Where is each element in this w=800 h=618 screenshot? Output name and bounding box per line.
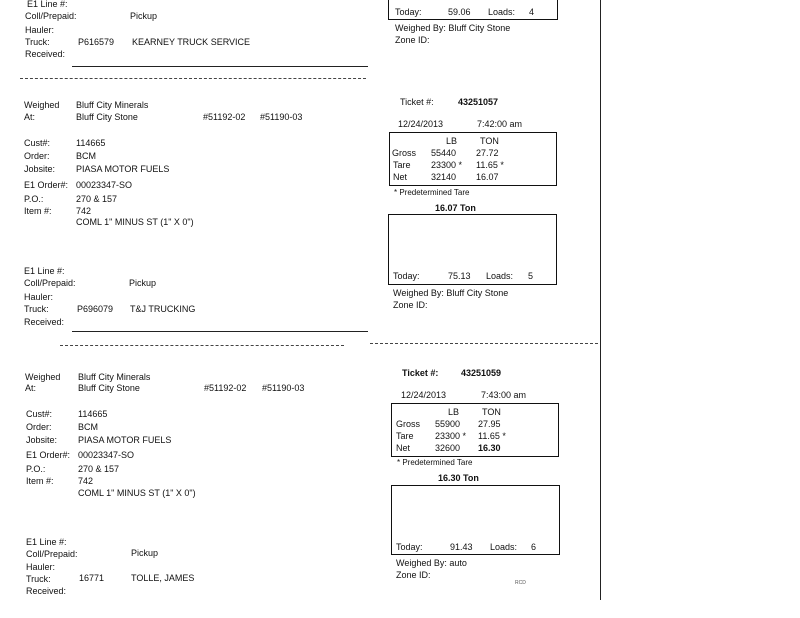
today-label: Today:	[395, 7, 422, 17]
net-ton: 16.30	[478, 443, 501, 453]
col-ton-header: TON	[482, 407, 501, 417]
ticket-label: Ticket #:	[400, 97, 434, 107]
today-value: 75.13	[448, 271, 471, 281]
net-ton: 16.07	[476, 172, 499, 182]
net-tons-total: 16.07 Ton	[435, 203, 476, 213]
truck-company: KEARNEY TRUCK SERVICE	[132, 37, 251, 47]
cust-value: 114665	[78, 409, 108, 419]
zone-id: Zone ID:	[395, 35, 430, 45]
truck-label: Truck:	[26, 574, 51, 584]
loads-value: 5	[528, 271, 534, 281]
weighed-label: Weighed	[24, 100, 60, 110]
received-label: Received:	[26, 586, 67, 596]
order-label: Order:	[24, 151, 50, 161]
truck-number: 16771	[79, 573, 105, 583]
tare-ton: 11.65 *	[476, 160, 504, 170]
cust-label: Cust#:	[24, 138, 51, 148]
po-value: 270 & 157	[78, 464, 120, 474]
loads-value: 6	[531, 542, 537, 552]
gross-lb: 55440	[431, 148, 457, 158]
loads-label: Loads:	[490, 542, 518, 552]
ticket-separator	[60, 345, 344, 346]
item-description: COML 1" MINUS ST (1" X 0")	[78, 488, 196, 498]
e1-order-label: E1 Order#:	[24, 180, 69, 190]
truck-label: Truck:	[24, 304, 49, 314]
weighed-by: Weighed By: Bluff City Stone	[393, 288, 509, 298]
truck-company: TOLLE, JAMES	[131, 573, 195, 583]
order-value: BCM	[76, 151, 96, 161]
weighed-value: Bluff City Minerals	[76, 100, 149, 110]
e1-order-value: 00023347-SO	[76, 180, 133, 190]
coll-value: Pickup	[131, 548, 159, 558]
reference-1: #51192-02	[203, 112, 246, 122]
ticket-label: Ticket #:	[402, 368, 439, 378]
e1-line-label: E1 Line #:	[26, 537, 67, 547]
ticket-separator	[370, 343, 598, 344]
hauler-label: Hauler:	[26, 562, 56, 572]
hauler-label: Hauler:	[25, 25, 55, 35]
jobsite-value: PIASA MOTOR FUELS	[78, 435, 172, 445]
e1-order-label: E1 Order#:	[26, 450, 71, 460]
coll-label: Coll/Prepaid:	[25, 11, 77, 21]
net-lb: 32600	[435, 443, 461, 453]
tare-lb: 23300 *	[431, 160, 463, 170]
today-value: 91.43	[450, 542, 473, 552]
reference-2: #51190-03	[262, 383, 305, 393]
net-label: Net	[393, 172, 408, 182]
e1-line-label: E1 Line #:	[24, 266, 65, 276]
item-label: Item #:	[24, 206, 52, 216]
coll-value: Pickup	[130, 11, 158, 21]
received-underline	[72, 331, 368, 332]
ticket-time: 7:43:00 am	[481, 390, 527, 400]
coll-label: Coll/Prepaid:	[26, 549, 78, 559]
ticket-number: 43251059	[461, 368, 502, 378]
jobsite-label: Jobsite:	[26, 435, 58, 445]
ticket-separator	[20, 78, 366, 79]
item-value: 742	[78, 476, 94, 486]
col-lb-header: LB	[446, 136, 458, 146]
today-label: Today:	[393, 271, 420, 281]
ticket-date: 12/24/2013	[401, 390, 447, 400]
po-label: P.O.:	[24, 194, 44, 204]
po-label: P.O.:	[26, 464, 46, 474]
at-value: Bluff City Stone	[78, 383, 140, 393]
ticket-time: 7:42:00 am	[477, 119, 523, 129]
po-value: 270 & 157	[76, 194, 118, 204]
predetermined-note: * Predetermined Tare	[394, 188, 470, 197]
reference-1: #51192-02	[204, 383, 247, 393]
weighed-by: Weighed By: auto	[396, 558, 467, 568]
truck-number: P696079	[77, 304, 114, 314]
truck-label: Truck:	[25, 37, 50, 47]
hauler-label: Hauler:	[24, 292, 54, 302]
today-value: 59.06	[448, 7, 471, 17]
predetermined-note: * Predetermined Tare	[397, 458, 473, 467]
loads-label: Loads:	[486, 271, 514, 281]
net-lb: 32140	[431, 172, 457, 182]
zone-id: Zone ID:	[393, 300, 428, 310]
zone-id: Zone ID:	[396, 570, 431, 580]
received-label: Received:	[25, 49, 66, 59]
truck-number: P616579	[78, 37, 115, 47]
reference-2: #51190-03	[260, 112, 303, 122]
e1-order-value: 00023347-SO	[78, 450, 135, 460]
e1-line-label: E1 Line #:	[27, 0, 68, 9]
col-ton-header: TON	[480, 136, 499, 146]
item-label: Item #:	[26, 476, 54, 486]
net-tons-total: 16.30 Ton	[438, 473, 479, 483]
gross-label: Gross	[396, 419, 421, 429]
weight-table	[391, 403, 559, 457]
order-value: BCM	[78, 422, 98, 432]
gross-ton: 27.95	[478, 419, 501, 429]
weight-table	[389, 132, 557, 186]
today-label: Today:	[396, 542, 423, 552]
at-value: Bluff City Stone	[76, 112, 138, 122]
coll-label: Coll/Prepaid:	[24, 278, 76, 288]
cust-value: 114665	[76, 138, 106, 148]
page-margin-line	[600, 0, 601, 600]
tare-lb: 23300 *	[435, 431, 467, 441]
at-label: At:	[25, 383, 37, 393]
item-description: COML 1" MINUS ST (1" X 0")	[76, 217, 194, 227]
weighed-by: Weighed By: Bluff City Stone	[395, 23, 511, 33]
received-underline	[72, 66, 368, 67]
at-label: At:	[24, 112, 36, 122]
tare-ton: 11.65 *	[478, 431, 506, 441]
tare-label: Tare	[396, 431, 414, 441]
received-label: Received:	[24, 317, 65, 327]
cust-label: Cust#:	[26, 409, 53, 419]
loads-label: Loads:	[488, 7, 516, 17]
item-value: 742	[76, 206, 92, 216]
coll-value: Pickup	[129, 278, 157, 288]
net-label: Net	[396, 443, 411, 453]
ticket-date: 12/24/2013	[398, 119, 444, 129]
ticket-number: 43251057	[458, 97, 499, 107]
gross-label: Gross	[392, 148, 417, 158]
jobsite-label: Jobsite:	[24, 164, 56, 174]
weighed-value: Bluff City Minerals	[78, 372, 151, 382]
weighed-label: Weighed	[25, 372, 61, 382]
col-lb-header: LB	[448, 407, 460, 417]
gross-lb: 55900	[435, 419, 461, 429]
gross-ton: 27.72	[476, 148, 499, 158]
order-label: Order:	[26, 422, 52, 432]
truck-company: T&J TRUCKING	[130, 304, 196, 314]
tare-label: Tare	[393, 160, 411, 170]
stamp-mark: RCD	[515, 580, 526, 586]
loads-value: 4	[529, 7, 535, 17]
jobsite-value: PIASA MOTOR FUELS	[76, 164, 170, 174]
